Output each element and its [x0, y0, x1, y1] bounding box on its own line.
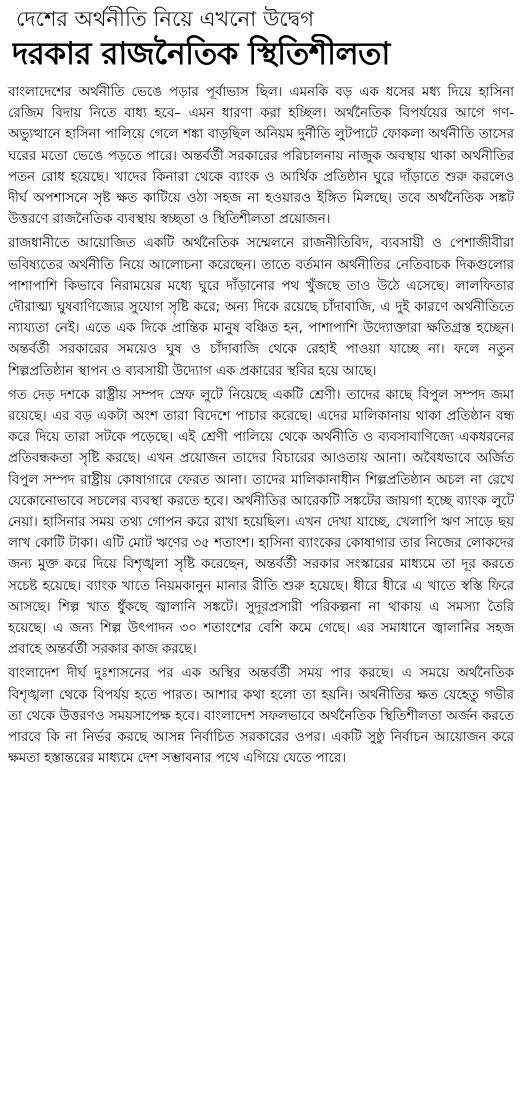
article-headline: দরকার রাজনৈতিক স্থিতিশীলতা — [12, 36, 390, 72]
article-paragraph: বাংলাদেশ দীর্ঘ দুঃশাসনের পর এক অস্থির অন্তর্বর্তী সময় পার করছে। এ সময়ে অর্থনৈতিক বিশৃঙ্খলা থেকে বিপর্যয় হতে পারত। আশার কথা হলো তা হয়নি। অর্থনীতির ক্ষত যেহেতু গভীর তা থেকে উত্তরণও সময়সাপেক্ষ হবে। বাংলাদেশ সফলভাবে অর্থনৈতিক স্থিতিশীলতা অর্জন করতে পারবে কি না নির্ভর করছে আসন্ন নির্বাচিত সরকারের ওপর। একটি সুষ্ঠু নির্বাচন আয়োজন করে ক্ষমতা হস্তান্তরের মাধ্যমে দেশ সম্ভাবনার পথে এগিয়ে যেতে পারে। — [8, 666, 514, 767]
article-body — [8, 82, 514, 770]
article-kicker: দেশের অর্থনীতি নিয়ে এখনো উদ্বেগ — [16, 7, 314, 31]
article-paragraph: রাজধানীতে আয়োজিত একটি অর্থনৈতিক সম্মেলনে রাজনীতিবিদ, ব্যবসায়ী ও পেশাজীবীরা ভবিষ্যতের অর্থনীতি নিয়ে আলোচনা করেছেন। তাতে বর্তমান অর্থনীতির নেতিবাচক দিকগুলোর পাশাপাশি কিভাবে নিরাময়ের মধ্যে ঘুরে দাঁড়ানোর পথ খুঁজছে তাও উঠে এসেছে। লালফিতার দৌরাত্ম্য ঘুষবাণিজ্যের সুযোগ সৃষ্টি করে; অন্য দিকে রয়েছে চাঁদাবাজি, এ দুই কারণে অর্থনীতিতে ন্যায্যতা নেই। এতে এক দিকে প্রান্তিক মানুষ বঞ্চিত হন, পাশাপাশি উদ্যোক্তারা ক্ষতিগ্রস্ত হচ্ছেন। অন্তর্বর্তী সরকারের সময়েও ঘুষ ও চাঁদাবাজি থেকে রেহাই পাওয়া যাচ্ছে না। ফলে নতুন শিল্পপ্রতিষ্ঠান স্থাপন ও ব্যবসায়ী উদ্যোগ এক প্রকারের স্থবির হয়ে আছে। — [8, 236, 514, 379]
article-paragraph: বাংলাদেশের অর্থনীতি ভেঙে পড়ার পূর্বাভাস ছিল। এমনকি বড় এক ধসের মধ্য দিয়ে হাসিনা রেজিম বিদায় নিতে বাধ্য হবে– এমন ধারণা করা হচ্ছিল। অর্থনৈতিক বিপর্যয়ের আগে গণ-অভ্যুত্থানে হাসিনা পালিয়ে গেলে শঙ্কা বাড়ছিল অনিয়ম দুর্নীতি লুটপাটে ফোকলা অর্থনীতি তাসের ঘরের মতো ভেঙে পড়তে পারে। অন্তর্বর্তী সরকারের পরিচালনায় নাজুক অবস্থায় থাকা অর্থনীতির পতন রোধ হয়েছে। খাদের কিনারা থেকে ব্যাংক ও আর্থিক প্রতিষ্ঠান ঘুরে দাঁড়াতে শুরু করলেও দীর্ঘ অপশাসনে সৃষ্ট ক্ষত কাটিয়ে ওঠা সহজ না হওয়ারও ইঙ্গিত মিলছে। তবে অর্থনৈতিক সঙ্কট উত্তরণে রাজনৈতিক ব্যবস্থায় স্বচ্ছতা ও স্থিতিশীলতা প্রয়োজন। — [8, 85, 514, 228]
article-paragraph: গত দেড় দশকে রাষ্ট্রীয় সম্পদ স্রেফ লুটে নিয়েছে একটি শ্রেণী। তাদের কাছে বিপুল সম্পদ জমা রয়েছে। এর বড় একটা অংশ তারা বিদেশে পাচার করেছে। এদের মালিকানায় থাকা প্রতিষ্ঠান বন্ধ করে দিয়ে তারা সটকে পড়েছে। এই শ্রেণী পালিয়ে থেকে অর্থনীতি ও ব্যবসাবাণিজ্যে একধরনের প্রতিবন্ধকতা সৃষ্টি করছে। এখন প্রয়োজন তাদের বিচারের আওতায় আনা। অবৈধভাবে অর্জিত বিপুল সম্পদ রাষ্ট্রীয় কোষাগারে ফেরত আনা। তাদের মালিকানাধীন শিল্পপ্রতিষ্ঠান অচল না রেখে যেকোনোভাবে সচলের ব্যবস্থা করতে হবে। অর্থনীতির আরেকটি সঙ্কটের জায়গা হচ্ছে ব্যাংক লুটে নেয়া। হাসিনার সময় তথ্য গোপন করে রাখা হয়েছিল। এখন দেখা যাচ্ছে, খেলাপি ঋণ সাড়ে ছয় লাখ কোটি টাকা। এটি মোট ঋণের ৩৫ শতাংশ। হাসিনা ব্যাংকের কোষাগার তার নিজের লোকদের জন্য মুক্ত করে দিয়ে বিশৃঙ্খলা সৃষ্টি করেছেন, অন্তর্বর্তী সরকার সংস্কারের মাধ্যমে তা দূর করতে সচেষ্ট হয়েছে। ব্যাংক খাতে নিয়মকানুন মানার রীতি শুরু হয়েছে। ধীরে ধীরে এ খাতে স্বস্তি ফিরে আসছে। শিল্প খাত ধুঁকছে জ্বালানি সঙ্কটে। সুদূরপ্রসারী পরিকল্পনা না থাকায় এ সমস্যা তৈরি হয়েছে। এ জন্য শিল্প উৎপাদন ৩০ শতাংশের বেশি কমে গেছে। এর সমাধানে জ্বালানির সহজ প্রবাহে অন্তর্বর্তী সরকার কাজ করছে। — [8, 387, 514, 658]
